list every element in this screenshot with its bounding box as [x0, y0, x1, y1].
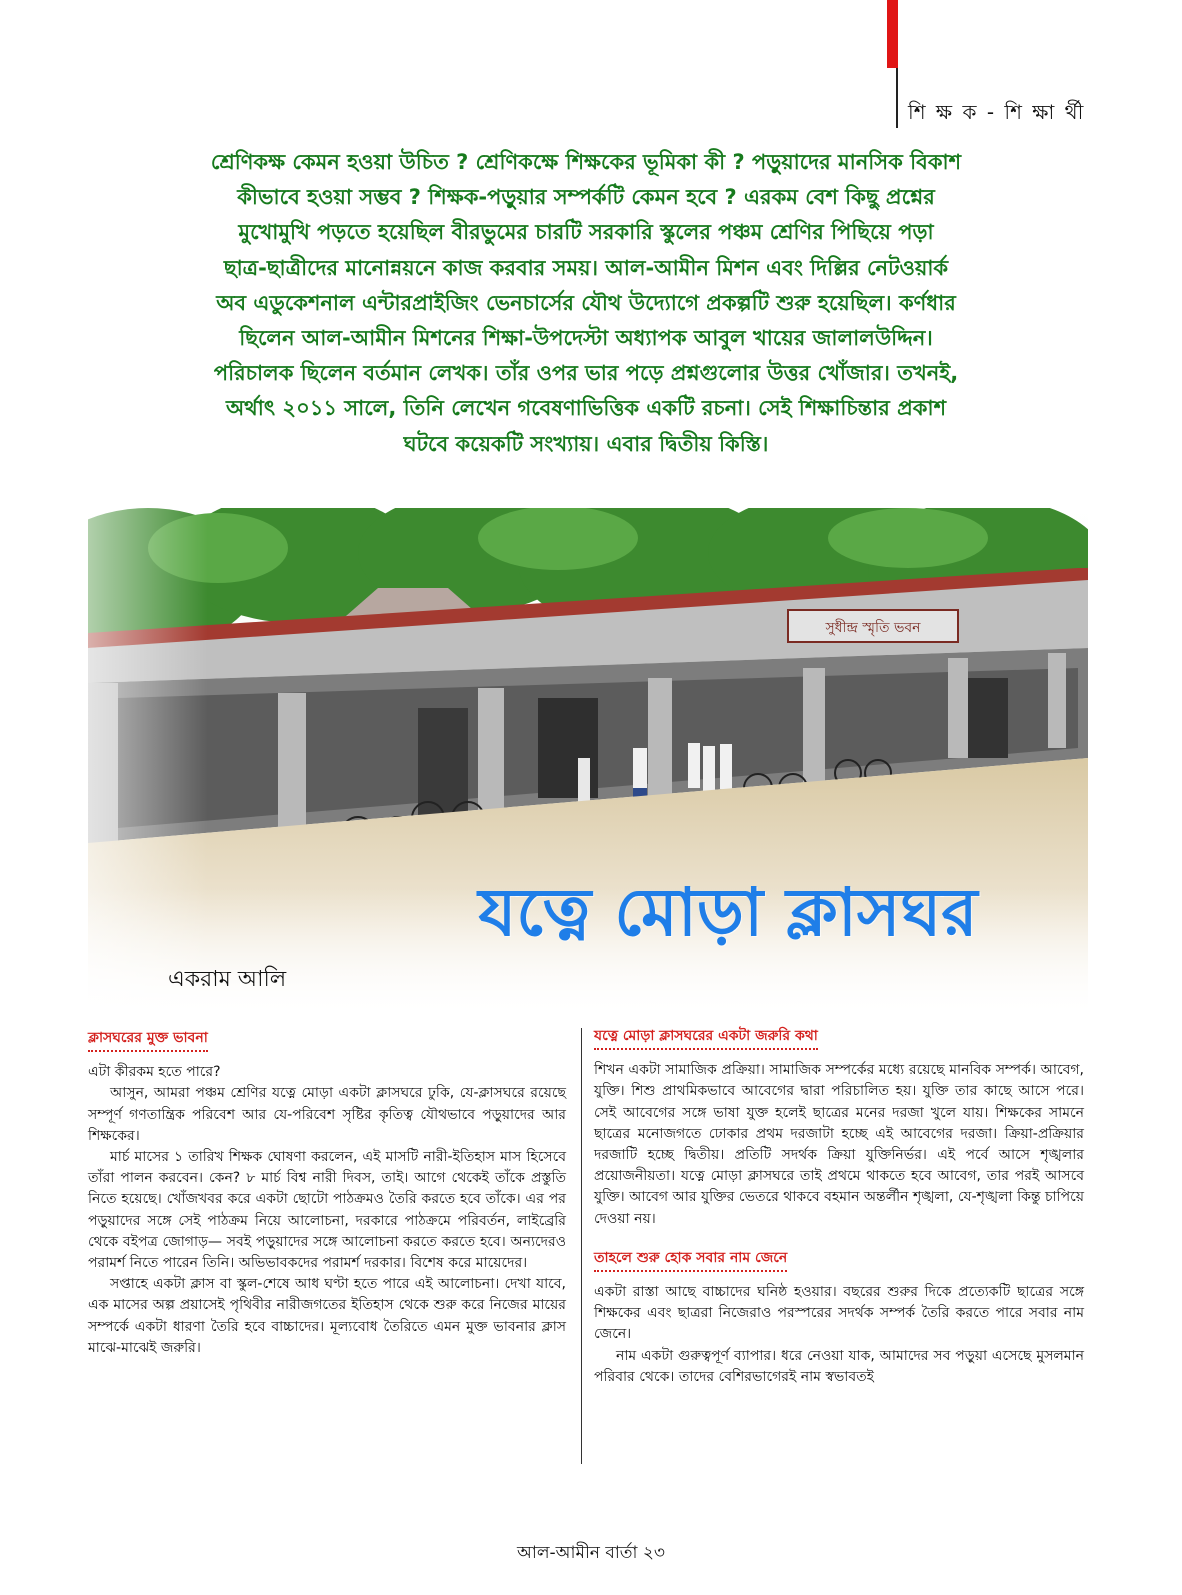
sign-text: সুধীন্দ্র স্মৃতি ভবন: [825, 620, 921, 636]
left-paragraph: মার্চ মাসের ১ তারিখ শিক্ষক ঘোষণা করলেন, এই মাসটি নারী-ইতিহাস মাস হিসেবে তাঁরা পালন করবেন। কেন? ৮ মার্চ বিশ্ব নারী দিবস, তাই। আগে থেকেই তাঁকে প্রস্তুতি নিতে হয়েছে। খোঁজখবর করে একটা ছোটো পাঠক্রমও তৈরি করতে হবে তাঁকে। এর পর পড়ুয়াদের সঙ্গে সেই পাঠক্রম নিয়ে আলোচনা, দরকারে পাঠক্রমে পরিবর্তন, লাইব্রেরি থেকে বইপত্র জোগাড়— সবই পড়ুয়াদের সঙ্গে আলোচনা করতে করতে হবে। অন্যদেরও পরামর্শ নিতে পারেন তিনি। অভিভাবকদের পরামর্শ দরকার। বিশেষ করে মায়েদের।: [88, 1149, 566, 1272]
intro-line: ঘটবে কয়েকটি সংখ্যায়। এবার দ্বিতীয় কিস্তি।: [403, 431, 769, 456]
left-paragraph: এটা কীরকম হতে পারে?: [88, 1064, 221, 1081]
left-paragraph: আসুন, আমরা পঞ্চম শ্রেণির যত্নে মোড়া একটা ক্লাসঘরে ঢুকি, যে-ক্লাসঘরে রয়েছে সম্পূর্ণ গণতান্ত্রিক পরিবেশ আর যে-পরিবেশ সৃষ্টির কৃতিত্ব যৌথভাবে পড়ুয়াদের আর শিক্ষকের।: [88, 1085, 566, 1144]
section-label: শি ক্ষ ক - শি ক্ষা র্থী: [908, 100, 1086, 124]
header-accent-bar: [887, 0, 898, 68]
right-paragraph: শিখন একটা সামাজিক প্রক্রিয়া। সামাজিক সম্পর্কের মধ্যে রয়েছে মানবিক সম্পর্ক। আবেগ, যুক্তি। শিশু প্রাথমিকভাবে আবেগের দ্বারা পরিচালিত হয়। যুক্তি তার কাছে আসে পরে। সেই আবেগের সঙ্গে ভাষা যুক্ত হলেই ছাত্রের মনের দরজা খুলে যায়। শিক্ষকের সামনে ছাত্রের মনোজগতে ঢোকার প্রথম দরজাটা হচ্ছে এই আবেগের দরজা। ক্রিয়া-প্রক্রিয়ার দরজাটি হচ্ছে দ্বিতীয়। প্রতিটি সদর্থক ক্রিয়া যুক্তিনির্ভর। এই পর্বে আসে শৃঙ্খলার প্রয়োজনীয়তা। যত্নে মোড়া ক্লাসঘরে তাই প্রথমে থাকতে হবে আবেগ, তার পরই আসবে যুক্তি। আবেগ আর যুক্তির ভেতরে থাকবে বহমান অন্তর্লীন শৃঙ্খলা, যে-শৃঙ্খলা কিন্তু চাপিয়ে দেওয়া নয়।: [594, 1062, 1084, 1227]
right-paragraph: একটা রাস্তা আছে বাচ্চাদের ঘনিষ্ঠ হওয়ার। বছরের শুরুর দিকে প্রত্যেকটি ছাত্রের সঙ্গে শিক্ষকের এবং ছাত্ররা নিজেরাও পরস্পরের সদর্থক সম্পর্ক তৈরি করতে পারে সবার নাম জেনে।: [594, 1284, 1084, 1343]
left-column-heading: ক্লাসঘরের মুক্ত ভাবনা: [88, 1028, 208, 1052]
intro-line: কীভাবে হওয়া সম্ভব ? শিক্ষক-পড়ুয়ার সম্পর্কটি কেমন হবে ? এরকম বেশ কিছু প্রশ্নের: [237, 185, 935, 210]
intro-line: পরিচালক ছিলেন বর্তমান লেখক। তাঁর ওপর ভার পড়ে প্রশ্নগুলোর উত্তর খোঁজার। তখনই,: [213, 361, 959, 386]
column-divider: [581, 1028, 582, 1464]
left-paragraph: সপ্তাহে একটা ক্লাস বা স্কুল-শেষে আধ ঘণ্টা হতে পারে এই আলোচনা। দেখা যাবে, এক মাসের অল্প প্রয়াসেই পৃথিবীর নারীজগতের ইতিহাস থেকে শুরু করে নিজের মায়ের সম্পর্কে একটা ধারণা তৈরি হবে বাচ্চাদের। মূল্যবোধ তৈরিতে এমন মুক্ত ভাবনার ক্লাস মাঝে-মাঝেই জরুরি।: [88, 1276, 566, 1356]
intro-line: অর্থাৎ ২০১১ সালে, তিনি লেখেন গবেষণাভিত্তিক একটি রচনা। সেই শিক্ষাচিন্তার প্রকাশ: [226, 396, 946, 421]
intro-standfirst: [86, 145, 1086, 462]
right-column: [594, 1026, 1084, 1388]
intro-line: মুখোমুখি পড়তে হয়েছিল বীরভুমের চারটি সরকারি স্কুলের পঞ্চম শ্রেণির পিছিয়ে পড়া: [238, 220, 934, 245]
intro-line: অব এডুকেশনাল এন্টারপ্রাইজিং ভেনচার্সের যৌথ উদ্যোগে প্রকল্পটি শুরু হয়েছিল। কর্ণধার: [216, 290, 956, 315]
intro-line: ছিলেন আল-আমীন মিশনের শিক্ষা-উপদেস্টা অধ্যাপক আবুল খায়ের জালালউদ্দিন।: [239, 326, 933, 351]
page-footer: আল-আমীন বার্তা ২৩: [517, 1543, 665, 1563]
article-title: যত্নে মোড়া ক্লাসঘর: [478, 874, 978, 951]
right-paragraph: নাম একটা গুরুত্বপূর্ণ ব্যাপার। ধরে নেওয়া যাক, আমাদের সব পড়ুয়া এসেছে মুসলমান পরিবার থেকে। তাদের বেশিরভাগেরই নাম স্বভাবতই: [594, 1347, 1084, 1385]
right-column-heading: যত্নে মোড়া ক্লাসঘরের একটা জরুরি কথা: [594, 1026, 818, 1050]
header-rule: [896, 68, 898, 128]
right-column-subheading: তাহলে শুরু হোক সবার নাম জেনে: [594, 1248, 787, 1272]
intro-line: শ্রেণিকক্ষ কেমন হওয়া উচিত ? শ্রেণিকক্ষে শিক্ষকের ভূমিকা কী ? পড়ুয়াদের মানসিক বিকাশ: [210, 150, 962, 174]
author-byline: একরাম আলি: [168, 967, 287, 992]
intro-line: ছাত্র-ছাত্রীদের মানোন্নয়নে কাজ করবার সময়। আল-আমীন মিশন এবং দিল্লির নেটওয়ার্ক: [223, 255, 949, 280]
left-column: [88, 1028, 566, 1359]
